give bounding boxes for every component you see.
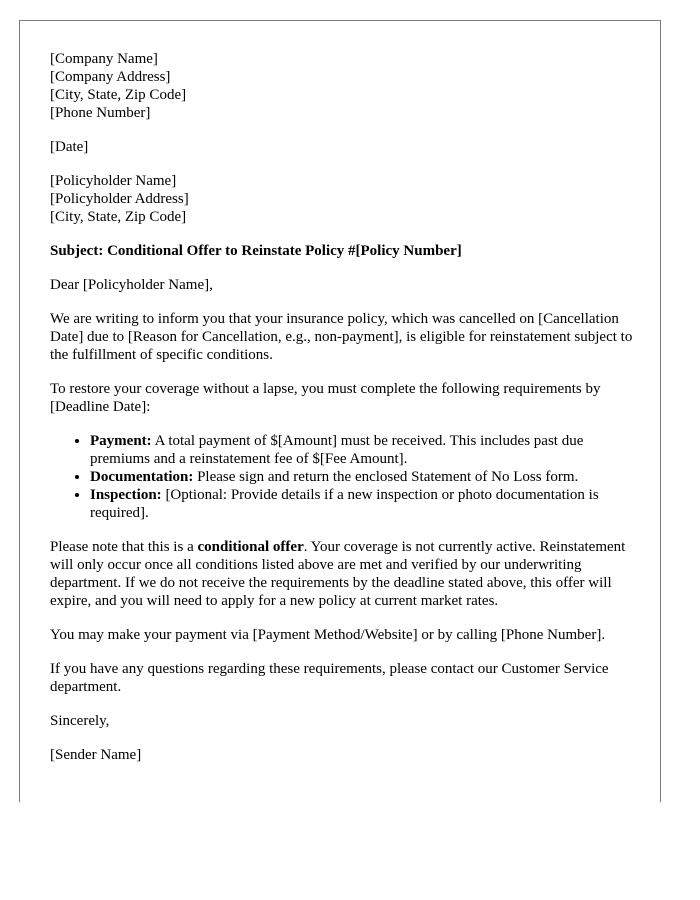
payment-paragraph: You may make your payment via [Payment Method/Website] or by calling [Phone Number].	[50, 627, 606, 643]
requirement-text: A total payment of $[Amount] must be received. This includes past due premiums and a reinstatement fee of $[Fee Amount].	[90, 433, 584, 467]
conditional-text-before: Please note that this is a	[50, 539, 198, 555]
policyholder-name: [Policyholder Name]	[50, 173, 177, 189]
requirements-intro-paragraph: To restore your coverage without a lapse, you must complete the following requirements by [Deadline Date]:	[50, 381, 601, 415]
subject-text: Subject: Conditional Offer to Reinstate Policy #[Policy Number]	[50, 243, 462, 259]
recipient-address-block	[50, 172, 640, 226]
company-name: [Company Name]	[50, 51, 158, 67]
company-phone: [Phone Number]	[50, 105, 151, 121]
letter-page	[19, 20, 661, 802]
requirement-label: Inspection:	[90, 487, 162, 503]
requirement-payment	[90, 432, 640, 468]
letter-content	[50, 50, 640, 780]
subject-line	[50, 242, 640, 260]
policyholder-city-state-zip: [City, State, Zip Code]	[50, 209, 187, 225]
requirements-list	[50, 432, 640, 522]
requirement-inspection	[90, 486, 640, 522]
closing: Sincerely,	[50, 713, 110, 729]
requirement-documentation	[90, 468, 640, 486]
conditional-offer-emphasis: conditional offer	[197, 539, 304, 555]
policyholder-address: [Policyholder Address]	[50, 191, 189, 207]
date-block	[50, 138, 640, 156]
contact-paragraph: If you have any questions regarding these requirements, please contact our Customer Service department.	[50, 661, 609, 695]
requirement-label: Payment:	[90, 433, 152, 449]
salutation: Dear [Policyholder Name],	[50, 277, 213, 293]
sender-address-block	[50, 50, 640, 122]
requirement-text: Please sign and return the enclosed Statement of No Loss form.	[193, 469, 579, 485]
letter-date: [Date]	[50, 139, 89, 155]
sender-signature: [Sender Name]	[50, 747, 142, 763]
company-address: [Company Address]	[50, 69, 171, 85]
conditional-text-after: . Your coverage is not currently active. Reinstatement will only occur once all conditions listed above are met and verified by our underwriting department. If we do not receive the requirements by the deadline stated above, this offer will expire, and you will need to apply for a new policy at current market rates.	[50, 539, 626, 609]
intro-paragraph: We are writing to inform you that your insurance policy, which was cancelled on [Cancellation Date] due to [Reason for Cancellation, e.g., non-payment], is eligible for reinstatement subject to the fulfillment of specific conditions.	[50, 311, 633, 363]
conditional-offer-paragraph	[50, 538, 640, 610]
requirement-text: [Optional: Provide details if a new inspection or photo documentation is required].	[90, 487, 599, 521]
company-city-state-zip: [City, State, Zip Code]	[50, 87, 187, 103]
requirement-label: Documentation:	[90, 469, 194, 485]
